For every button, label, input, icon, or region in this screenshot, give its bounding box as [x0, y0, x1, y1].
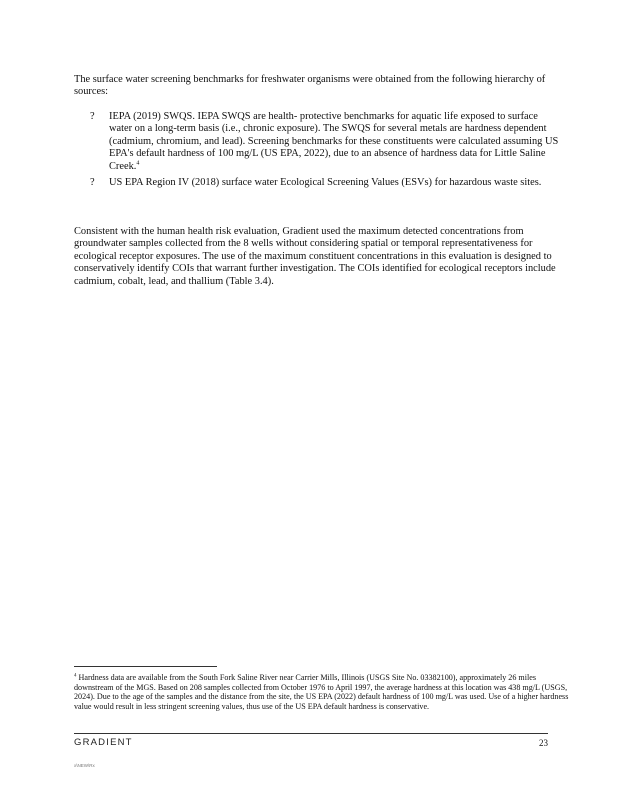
document-code: x\NEW\Rx: [74, 763, 95, 768]
footnote-reference: 4: [136, 160, 140, 167]
list-item-text: US EPA Region IV (2018) surface water Ecological Screening Values (ESVs) for hazardous waste sites.: [109, 177, 542, 189]
source-hierarchy-list: [90, 111, 560, 193]
company-logo: GRADIENT: [74, 737, 133, 748]
list-item: [90, 177, 560, 189]
bullet-marker: ?: [90, 177, 95, 189]
closing-paragraph: Consistent with the human health risk evaluation, Gradient used the maximum detected concentrations from groundwater samples collected from the 8 wells without considering spatial or temporal representativeness for ecological receptor exposures. The use of the maximum constituent concentrations in this evaluation is designed to conservatively identify COIs that warrant further investigation. The COIs identified for ecological receptors include cadmium, cobalt, lead, and thallium (Table 3.4).: [74, 226, 556, 287]
footnote-number: 4: [74, 673, 77, 679]
footnote: [74, 673, 574, 711]
list-item-text: IEPA (2019) SWQS. IEPA SWQS are health- protective benchmarks for aquatic life exposed to surface water on a long-term basis (i.e., chronic exposure). The SWQS for several metals are hardness dependent (cadmium, chromium, and lead). Screening benchmarks for these constituents were calculated assuming US EPA's default hardness of 100 mg/L (US EPA, 2022), due to an absence of hardness data for Little Saline Creek.: [109, 111, 559, 172]
bullet-marker: ?: [90, 111, 95, 122]
footnote-divider: [74, 666, 217, 667]
page-number: 23: [539, 738, 548, 748]
list-item: [90, 111, 560, 173]
footer-divider: [74, 733, 548, 734]
footnote-text: Hardness data are available from the South Fork Saline River near Carrier Mills, Illinois (USGS Site No. 03382100), approximately 26 miles downstream of the MGS. Based on 208 samples collected from October 1976 to April 1997, the average hardness at this location was 438 mg/L (USGS, 2024). Due to the age of the samples and the distance from the site, the US EPA (2022) default hardness of 100 mg/L was used. Use of a higher hardness value would result in less stringent screening values, thus use of the US EPA default hardness is conservative.: [74, 673, 569, 711]
intro-paragraph: The surface water screening benchmarks for freshwater organisms were obtained from the following hierarchy of sources:: [74, 74, 546, 98]
